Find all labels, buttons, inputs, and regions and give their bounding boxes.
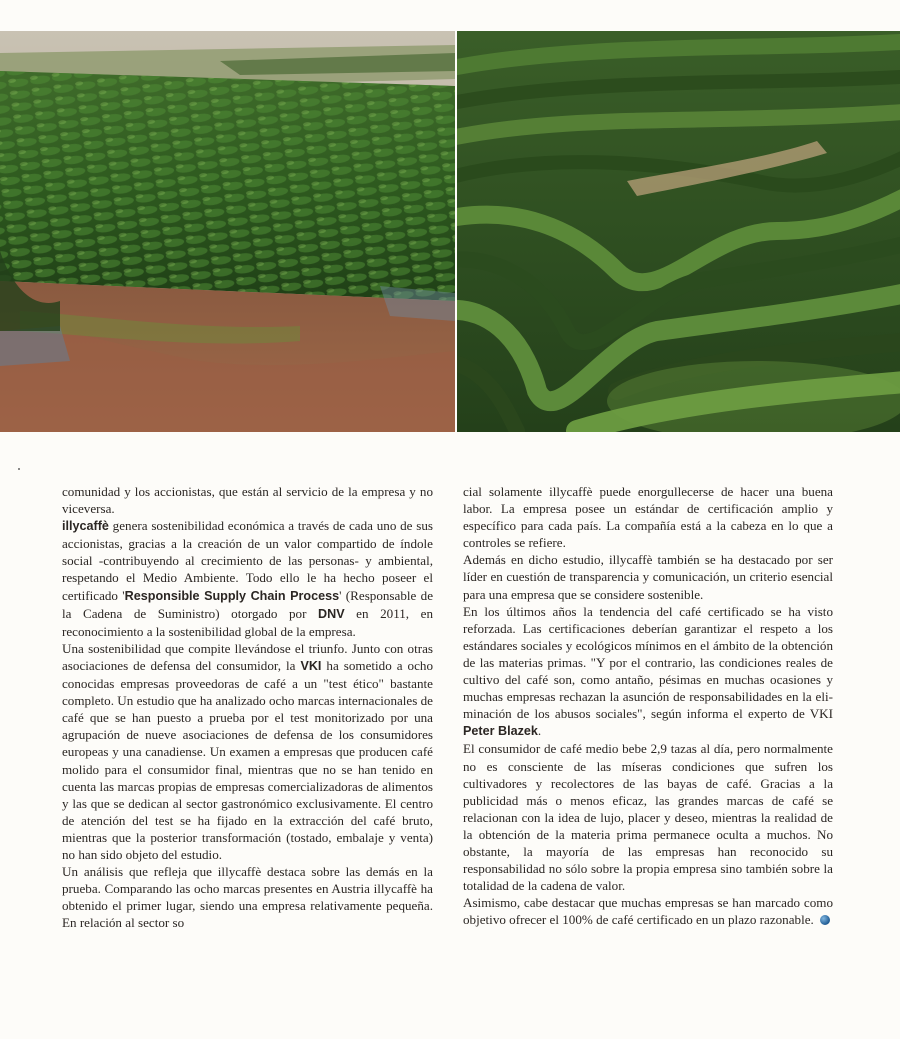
right-p3-text-b: .	[537, 723, 542, 739]
expert-name: Peter Blazek	[463, 724, 538, 739]
photo-strip	[0, 31, 900, 432]
plantation-photo-left-image	[0, 31, 455, 432]
plantation-photo-right-image	[457, 31, 900, 432]
certificate-name: Responsible Supply Chain Process	[124, 588, 340, 603]
left-paragraph-4: Un análisis que refleja que illycaffè destaca sobre las demás en la prueba. Comparando las ocho marcas presentes en Austria illycaffè ha obtenido el primer lugar, siendo una empresa relativamente pequeña. En relación al sector so	[62, 864, 433, 931]
left-text-column	[62, 483, 433, 931]
left-paragraph-2	[62, 517, 433, 640]
left-p2-text-c: en 2011, en reconocimiento a la sostenibilidad global de la empresa.	[62, 605, 433, 639]
right-paragraph-2: Además en dicho estudio, illycaffè también se ha destacado por ser líder en cuestión de transparencia y comunicación, un criterio esencial para una empresa que se considere sostenible.	[463, 552, 833, 602]
right-paragraph-1: cial solamente illycaffè puede enorgullecerse de hacer una buena labor. La empresa posee un estándar de certificación amplio y específico para cada país. La compañía está a la cabeza en lo que a controles se refiere.	[463, 484, 833, 551]
left-p2-text-a: genera sostenibilidad económica a través de cada uno de sus accionistas, gracias a la creación de un valor compartido de índole social -contribuyendo al crecimiento de las personas- y ambiental, respetando el Medio Ambiente. Todo ello le ha hecho poseer el certificado '	[62, 518, 433, 603]
right-paragraph-4: El consumidor de café medio bebe 2,9 tazas al día, pero normalmente no es consciente de las míseras condiciones que sufren los cultivadores y recolectores de las bayas de café. Gracias a la publicidad más o menos eficaz, las grandes marcas de café se relacionan con la idea de lujo, placer y deseo, mientras la realidad de la obtención de la materia prima permanece oculta a muchos. No obstante, la mayoría de las empresas han reconocido su responsabilidad no sólo sobre la propia empresa sino también sobre la totalidad de la cadena de valor.	[463, 741, 833, 894]
left-p3-text-a: Una sostenibilidad que compite llevándose el triunfo. Junto con otras asociaciones de defensa del consumidor, la	[62, 640, 433, 673]
left-p2-text-b: ' (Responsable de la Cadena de Suministro) otorgado por	[62, 587, 434, 621]
right-p3-text-a: En los últimos años la tendencia del café certificado se ha visto reforzada. Las certificaciones deberían garantizar el respeto a los estándares sociales y ecológicos mínimos en el ámbito de la obtención de las materias primas. "Y por el contrario, las condiciones reales de cultivo del café son, como antaño, pésimas en muchas ocasiones y muchas empresas rechazan la asunción de responsabilidades en la eliminación de los abusos sociales", según informa el experto de VKI	[463, 603, 833, 722]
plantation-photo-right	[457, 31, 900, 432]
left-p3-text-b: ha sometido a ocho conocidas empresas proveedoras de café a un "test ético" bastante completo. Un estudio que ha analizado ocho marcas internacionales de café que se han puesto a prueba por el test monitorizado por una agrupación de nueve asociaciones de defensa de los consumidores europeas y una canadiense. Un examen a empresas que producen café molido para el consumidor final, mientras que no se han tenido en cuenta las marcas propias de empresas comercializadoras de alimentos y las que se dedican al sector gastronómico exclusivamente. El centro de atención del test se ha fijado en la extracción del café bruto, mientras que la posterior transformación (tostado, embalaje y venta) no han sido objeto del estudio.	[62, 657, 433, 862]
left-paragraph-1: comunidad y los accionistas, que están al servicio de la empresa y no viceversa.	[62, 484, 433, 517]
right-paragraph-3	[463, 603, 833, 741]
left-paragraph-3	[62, 640, 433, 863]
right-paragraph-5	[463, 894, 833, 928]
plantation-photo-left	[0, 31, 455, 432]
dnv-name: DNV	[318, 606, 345, 621]
right-p5-text: Asimismo, cabe destacar que muchas empresas se han marcado como objetivo ofrecer el 100% de café certificado en un plazo razonable.	[463, 895, 833, 928]
end-of-article-icon	[820, 915, 830, 925]
brand-name: illycaffè	[62, 519, 109, 534]
right-text-column	[463, 483, 833, 928]
vki-name: VKI	[300, 658, 322, 673]
print-speck	[18, 468, 20, 470]
